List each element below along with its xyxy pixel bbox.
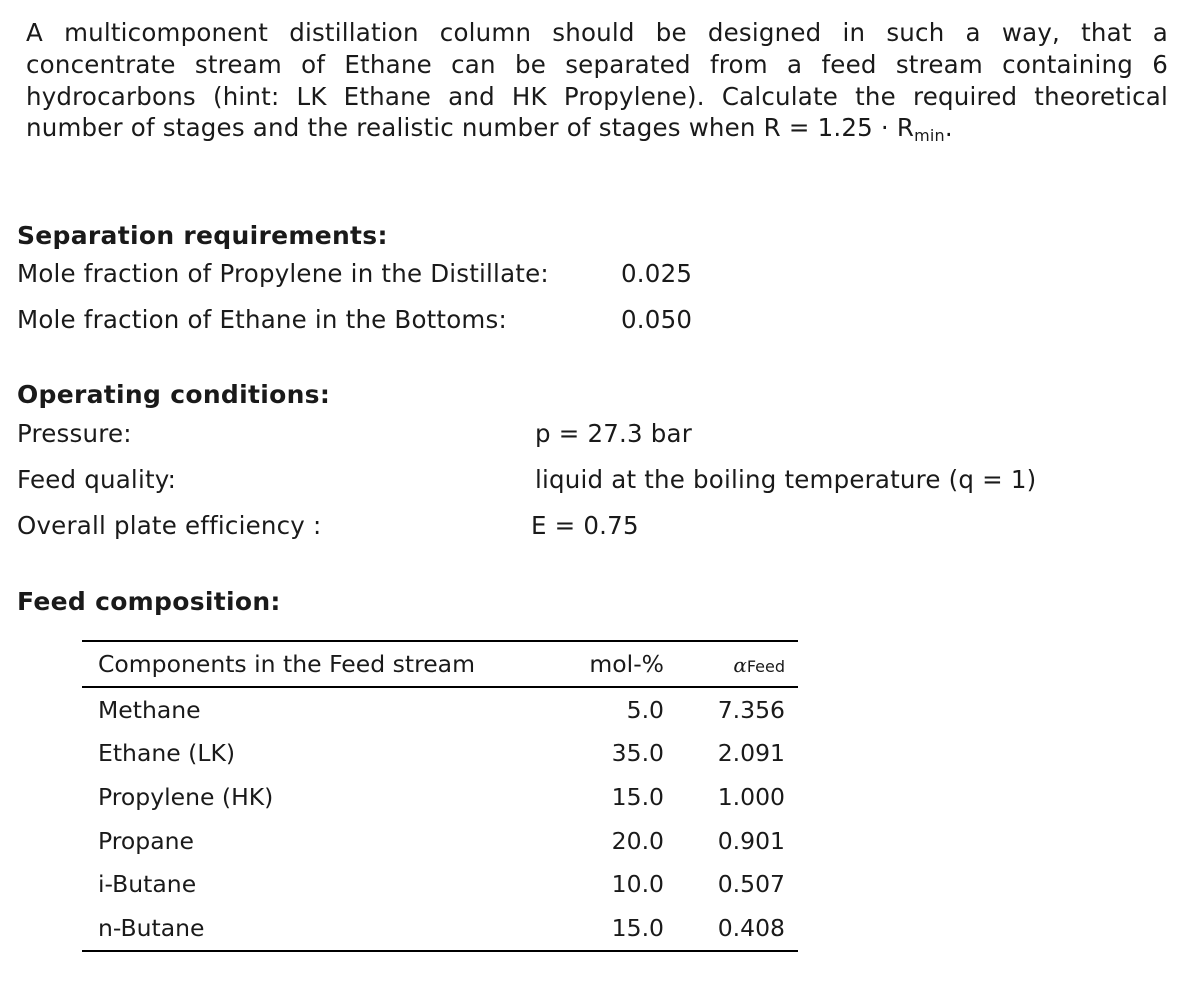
table-row <box>82 732 798 776</box>
component-cell: Ethane (LK) <box>98 739 236 768</box>
table-row <box>82 775 798 819</box>
plate-efficiency-value: E = 0.75 <box>531 511 639 540</box>
component-cell: i-Butane <box>98 870 197 899</box>
mol-cell: 15.0 <box>611 782 664 811</box>
feed-heading: Feed composition: <box>17 587 281 616</box>
mol-cell: 35.0 <box>611 739 664 768</box>
table-row <box>82 687 798 732</box>
mol-cell: 15.0 <box>538 906 664 951</box>
mol-cell: 10.0 <box>611 870 664 899</box>
feed-quality-label: Feed quality: <box>17 465 177 494</box>
component-cell: n-Butane <box>82 906 538 951</box>
mol-column-header: mol-% <box>538 641 664 687</box>
mol-cell: 20.0 <box>611 826 664 855</box>
component-cell: Propane <box>98 826 194 855</box>
component-cell: Methane <box>98 695 201 724</box>
alpha-cell: 1.000 <box>717 782 785 811</box>
pressure-value: p = 27.3 bar <box>535 419 693 448</box>
operating-heading: Operating conditions: <box>17 380 331 409</box>
component-cell: Propylene (HK) <box>98 782 274 811</box>
alpha-cell: 0.901 <box>717 826 785 855</box>
feed-composition-table <box>82 640 798 952</box>
pressure-label: Pressure: <box>17 419 132 448</box>
ethane-bottoms-label: Mole fraction of Ethane in the Bottoms: <box>17 305 507 334</box>
alpha-cell: 0.408 <box>664 906 798 951</box>
alpha-cell: 2.091 <box>717 739 785 768</box>
problem-end-punct: . <box>944 113 953 143</box>
propylene-distillate-label: Mole fraction of Propylene in the Distillate: <box>17 259 549 288</box>
table-row <box>82 819 798 863</box>
alpha-column-header <box>664 641 798 687</box>
problem-text: A multicomponent distillation column should be designed in such a way, that a concentrate stream of Ethane can be separated from a feed stream containing 6 hydrocarbons (hint: LK Ethane and HK Propylene). Calculate the required theoretical number of stages and the realistic number of stages when R = 1.25 · R <box>26 18 1168 143</box>
separation-heading: Separation requirements: <box>17 221 388 250</box>
mol-cell: 5.0 <box>626 695 664 724</box>
alpha-cell: 7.356 <box>717 695 785 724</box>
table-header-row <box>82 641 798 687</box>
ethane-bottoms-value: 0.050 <box>621 305 693 334</box>
component-column-header: Components in the Feed stream <box>82 641 538 687</box>
alpha-cell: 0.507 <box>717 870 785 899</box>
plate-efficiency-label: Overall plate efficiency : <box>17 511 322 540</box>
alpha-symbol: α <box>733 653 747 677</box>
rmin-subscript: min <box>914 126 945 146</box>
problem-statement <box>26 17 1168 152</box>
table-row <box>82 862 798 906</box>
alpha-subscript: Feed <box>746 657 785 676</box>
feed-quality-value: liquid at the boiling temperature (q = 1) <box>535 465 1037 494</box>
propylene-distillate-value: 0.025 <box>621 259 693 288</box>
table-row <box>82 906 798 951</box>
